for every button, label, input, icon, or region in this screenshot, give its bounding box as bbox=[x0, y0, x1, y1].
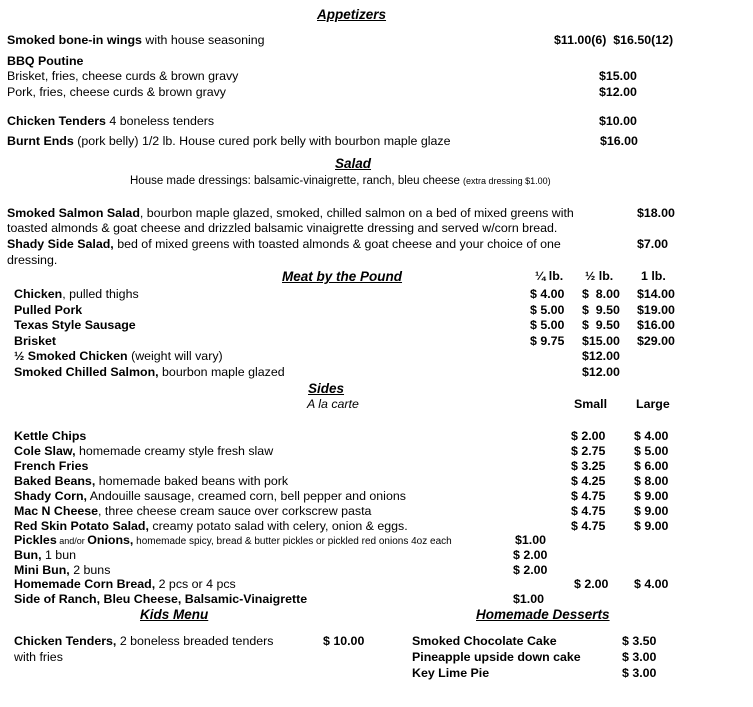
item-and: and/or bbox=[56, 536, 88, 546]
kids-heading: Kids Menu bbox=[140, 607, 209, 622]
half-lb-price: $ 9.50 bbox=[582, 318, 620, 332]
half-lb-price: $ 9.50 bbox=[582, 302, 620, 317]
sides-subheading: A la carte bbox=[307, 397, 359, 411]
sides-heading: Sides bbox=[308, 381, 345, 396]
small-price: $ 4.75 bbox=[571, 489, 606, 503]
item-name: Chicken Tenders, bbox=[14, 634, 117, 648]
one-lb-price: $29.00 bbox=[637, 333, 675, 348]
item-desc: homemade creamy style fresh slaw bbox=[75, 444, 274, 458]
poutine-pork: Pork, fries, cheese curds & brown gravy bbox=[7, 85, 226, 99]
item-desc: , bourbon maple glazed, smoked, chilled salmon on a bed of mixed greens with bbox=[139, 206, 574, 220]
quarter-lb-price: $ 4.00 bbox=[530, 287, 565, 301]
side-row bbox=[14, 444, 273, 459]
item-desc: with house seasoning bbox=[141, 33, 265, 47]
col-half-lb: ½ lb. bbox=[585, 269, 614, 283]
small-price: $ 4.75 bbox=[571, 519, 606, 533]
corn-bread-large-price: $ 4.00 bbox=[634, 577, 669, 591]
one-lb-price: $14.00 bbox=[637, 287, 675, 301]
shady-salad-line1 bbox=[7, 237, 561, 252]
small-price: $ 4.75 bbox=[571, 504, 606, 518]
appetizers-heading: Appetizers bbox=[317, 7, 387, 22]
item-desc: (weight will vary) bbox=[127, 349, 223, 363]
dessert-price: $ 3.50 bbox=[622, 634, 657, 648]
large-price: $ 4.00 bbox=[634, 429, 669, 443]
half-lb-price: $12.00 bbox=[582, 349, 620, 363]
menu-item-tenders bbox=[7, 114, 214, 129]
meat-row bbox=[14, 365, 285, 380]
dessert-item: Key Lime Pie bbox=[412, 666, 490, 680]
poutine-brisket-price: $15.00 bbox=[599, 69, 637, 83]
item-desc: (pork belly) 1/2 lb. House cured pork belly with bourbon maple glaze bbox=[73, 134, 451, 148]
side-row bbox=[14, 489, 406, 504]
poutine-name: BBQ Poutine bbox=[7, 54, 84, 68]
item-name: French Fries bbox=[14, 459, 89, 473]
item-name: Mini Bun, bbox=[14, 563, 70, 577]
large-price: $ 8.00 bbox=[634, 474, 669, 488]
item-desc: creamy potato salad with celery, onion & eggs. bbox=[148, 519, 408, 533]
menu-item-pickles bbox=[14, 533, 452, 549]
col-small: Small bbox=[574, 397, 608, 411]
large-price: $ 9.00 bbox=[634, 519, 669, 533]
meat-row bbox=[14, 287, 139, 302]
meat-row bbox=[14, 349, 223, 364]
desserts-heading: Homemade Desserts bbox=[476, 607, 610, 622]
salmon-salad-price: $18.00 bbox=[637, 206, 675, 220]
item-desc: 1 bun bbox=[41, 548, 76, 562]
menu-item-burnt-ends bbox=[7, 134, 451, 149]
wings-price: $11.00(6) $16.50(12) bbox=[554, 33, 674, 47]
side-row bbox=[14, 504, 371, 519]
large-price: $ 5.00 bbox=[634, 444, 669, 458]
item-name: Smoked Salmon Salad bbox=[7, 206, 140, 220]
item-name: Shady Corn, bbox=[14, 489, 87, 503]
item-name: Baked Beans, bbox=[14, 474, 96, 488]
dressings-text: House made dressings: balsamic-vinaigrette, ranch, bleu cheese bbox=[130, 175, 464, 187]
item-name: Brisket bbox=[14, 333, 57, 348]
salmon-salad-line2: toasted almonds & goat cheese and drizzled balsamic vinaigrette dressing and served w/corn bread. bbox=[7, 221, 558, 235]
dessert-item: Smoked Chocolate Cake bbox=[412, 634, 557, 648]
salmon-salad-line1 bbox=[7, 206, 574, 221]
side-row bbox=[14, 519, 408, 534]
extra-dressing: (extra dressing $1.00) bbox=[463, 176, 551, 186]
menu-item-mini-bun bbox=[14, 563, 110, 578]
salad-heading: Salad bbox=[335, 156, 372, 171]
dressings-note bbox=[130, 174, 551, 189]
half-lb-price: $ 8.00 bbox=[582, 287, 620, 301]
menu-item-bun bbox=[14, 548, 76, 563]
shady-salad-price: $7.00 bbox=[637, 237, 669, 251]
item-desc: homemade baked beans with pork bbox=[95, 474, 289, 488]
item-desc: 4 boneless tenders bbox=[105, 114, 215, 128]
item-name: Texas Style Sausage bbox=[14, 318, 136, 332]
item-desc: homemade spicy, bread & butter pickles or pickled red onions 4oz each bbox=[133, 536, 452, 547]
quarter-lb-price: $ 9.75 bbox=[530, 333, 565, 348]
small-price: $ 2.00 bbox=[571, 429, 606, 443]
item-desc: bed of mixed greens with toasted almonds & goat cheese and your choice of one bbox=[113, 237, 561, 251]
item-name: Cole Slaw, bbox=[14, 444, 76, 458]
item-desc: bourbon maple glazed bbox=[158, 364, 285, 379]
large-price: $ 9.00 bbox=[634, 504, 669, 518]
item-name: Pulled Pork bbox=[14, 302, 83, 317]
one-lb-price: $16.00 bbox=[637, 318, 675, 332]
one-lb-price: $19.00 bbox=[637, 302, 675, 317]
kids-item-line1 bbox=[14, 634, 273, 649]
menu-item-ranch: Side of Ranch, Bleu Cheese, Balsamic-Vinaigrette bbox=[14, 592, 308, 606]
item-desc: Andouille sausage, creamed corn, bell pepper and onions bbox=[86, 489, 406, 503]
meat-row bbox=[14, 303, 82, 318]
large-price: $ 6.00 bbox=[634, 459, 669, 473]
kids-item-line2: with fries bbox=[14, 650, 63, 664]
meat-heading: Meat by the Pound bbox=[282, 269, 403, 284]
item-desc: 2 buns bbox=[69, 563, 111, 577]
item-name: Mac N Cheese bbox=[14, 504, 99, 518]
ranch-price: $1.00 bbox=[513, 592, 545, 606]
item-name-2: Onions, bbox=[87, 533, 134, 547]
poutine-pork-price: $12.00 bbox=[599, 85, 637, 99]
poutine-brisket: Brisket, fries, cheese curds & brown gravy bbox=[7, 69, 239, 83]
item-name: Smoked bone-in wings bbox=[7, 33, 142, 47]
item-desc: , pulled thighs bbox=[62, 287, 139, 301]
side-row bbox=[14, 459, 88, 474]
col-quarter-lb: ¼ lb. bbox=[535, 269, 564, 283]
quarter-lb-price: $ 5.00 bbox=[530, 302, 565, 317]
col-one-lb: 1 lb. bbox=[641, 269, 666, 283]
item-name: Burnt Ends bbox=[7, 134, 74, 148]
large-price: $ 9.00 bbox=[634, 489, 669, 503]
item-desc: , three cheese cream sauce over corkscrew pasta bbox=[98, 504, 372, 518]
menu-item-corn-bread bbox=[14, 577, 236, 592]
tenders-price: $10.00 bbox=[599, 114, 637, 128]
item-name: Kettle Chips bbox=[14, 429, 87, 443]
item-name: Shady Side Salad, bbox=[7, 237, 114, 251]
mini-bun-price: $ 2.00 bbox=[513, 563, 548, 577]
item-name: Smoked Chilled Salmon, bbox=[14, 364, 159, 379]
col-large: Large bbox=[636, 397, 670, 411]
item-name: Red Skin Potato Salad, bbox=[14, 519, 149, 533]
item-name: Homemade Corn Bread, bbox=[14, 577, 156, 591]
kids-item-price: $ 10.00 bbox=[323, 634, 365, 648]
quarter-lb-price: $ 5.00 bbox=[530, 318, 565, 332]
half-lb-price: $15.00 bbox=[582, 333, 620, 348]
corn-bread-small-price: $ 2.00 bbox=[574, 577, 609, 591]
item-name: Chicken Tenders bbox=[7, 114, 106, 128]
side-row bbox=[14, 429, 86, 444]
item-name: Bun, bbox=[14, 548, 42, 562]
item-name: Chicken bbox=[14, 287, 63, 301]
dessert-item: Pineapple upside down cake bbox=[412, 650, 581, 664]
item-desc: 2 boneless breaded tenders bbox=[116, 634, 274, 648]
small-price: $ 4.25 bbox=[571, 474, 606, 488]
dessert-price: $ 3.00 bbox=[622, 650, 657, 664]
item-desc: 2 pcs or 4 pcs bbox=[155, 577, 236, 591]
menu-item-wings bbox=[7, 33, 265, 48]
small-price: $ 2.75 bbox=[571, 444, 606, 458]
meat-row bbox=[14, 318, 136, 333]
bun-price: $ 2.00 bbox=[513, 548, 548, 562]
dessert-price: $ 3.00 bbox=[622, 666, 657, 680]
half-lb-price: $12.00 bbox=[582, 364, 620, 379]
pickles-price: $1.00 bbox=[515, 533, 547, 547]
small-price: $ 3.25 bbox=[571, 459, 606, 473]
meat-row bbox=[14, 334, 56, 349]
shady-salad-line2: dressing. bbox=[7, 253, 58, 267]
side-row bbox=[14, 474, 288, 489]
burnt-ends-price: $16.00 bbox=[600, 134, 638, 148]
item-name: Pickles bbox=[14, 533, 57, 547]
item-name: ½ Smoked Chicken bbox=[14, 349, 128, 363]
